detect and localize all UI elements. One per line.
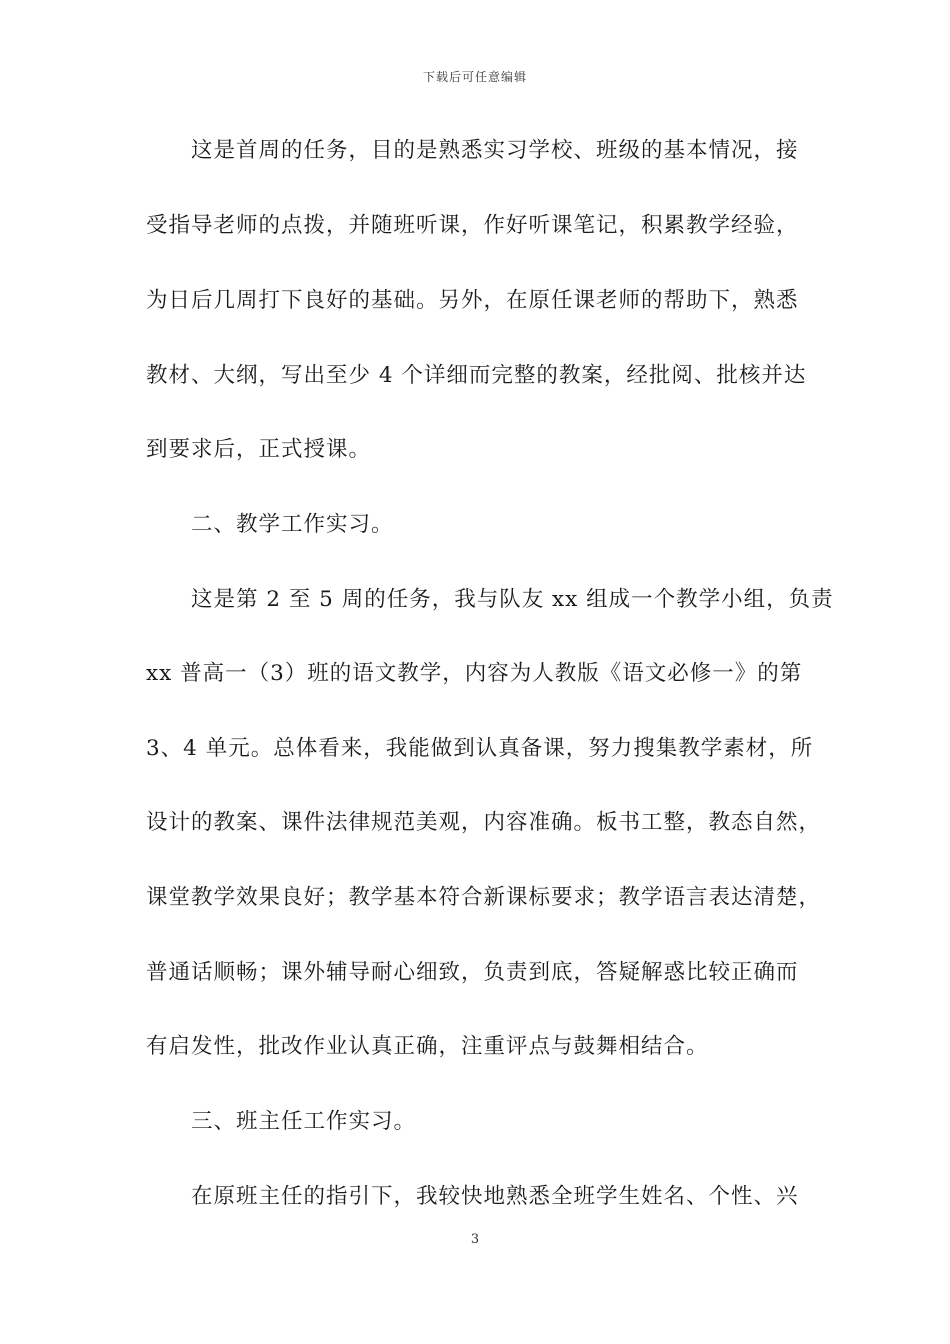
paragraph-line: 这是第 2 至 5 周的任务，我与队友 xx 组成一个教学小组，负责 <box>146 587 834 612</box>
paragraph-line: 为日后几周打下良好的基础。另外，在原任课老师的帮助下，熟悉 <box>146 288 799 313</box>
paragraph-line: 到要求后，正式授课。 <box>146 437 372 462</box>
paragraph-line: 普通话顺畅；课外辅导耐心细致，负责到底，答疑解惑比较正确而 <box>146 960 799 985</box>
paragraph-line: 在原班主任的指引下，我较快地熟悉全班学生姓名、个性、兴 <box>146 1184 799 1209</box>
paragraph-line: 这是首周的任务，目的是熟悉实习学校、班级的基本情况，接 <box>146 138 799 163</box>
paragraph-line: 受指导老师的点拨，并随班听课，作好听课笔记，积累教学经验， <box>146 213 799 238</box>
paragraph-line: 教材、大纲，写出至少 4 个详细而完整的教案，经批阅、批核并达 <box>146 363 807 388</box>
section-heading: 二、教学工作实习。 <box>146 512 394 537</box>
paragraph-line: 课堂教学效果良好；教学基本符合新课标要求；教学语言表达清楚， <box>146 885 822 910</box>
paragraph-line: 有启发性，批改作业认真正确，注重评点与鼓舞相结合。 <box>146 1034 709 1059</box>
section-heading: 三、班主任工作实习。 <box>146 1109 417 1134</box>
paragraph-line: 3、4 单元。总体看来，我能做到认真备课，努力搜集教学素材，所 <box>146 736 814 761</box>
page-header: 下载后可任意编辑 <box>422 70 527 84</box>
page-number: 3 <box>470 1232 480 1247</box>
paragraph-line: xx 普高一（3）班的语文教学，内容为人教版《语文必修一》的第 <box>146 661 803 686</box>
paragraph-line: 设计的教案、课件法律规范美观，内容准确。板书工整，教态自然， <box>146 810 822 835</box>
